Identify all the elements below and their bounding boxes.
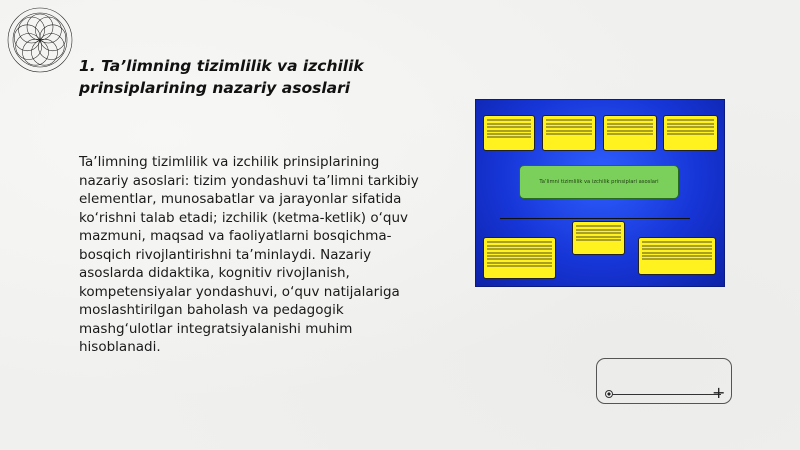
diagram-box-bottom-1 <box>483 237 556 279</box>
timeline-line <box>609 394 721 395</box>
timeline-start-dot <box>605 390 613 398</box>
diagram-box-top-2 <box>542 115 596 151</box>
diagram-center-box: Ta’limni tizimlilik va izchilik prinsiplari asoslari <box>519 165 679 199</box>
slide-title: 1. Ta’limning tizimlilik va izchilik prinsiplarining nazariy asoslari <box>79 57 364 97</box>
timeline-widget <box>596 358 732 404</box>
diagram-box-top-4 <box>663 115 718 151</box>
concept-diagram <box>475 99 725 287</box>
rosette-icon <box>4 4 76 76</box>
slide-body-text: Ta’limning tizimlilik va izchilik prinsiplarining nazariy asoslari: tizim yondashuvi ta’limni tarkibiy elementlar, munosabatlar va jarayonlar sifatida ko‘rishni talab etadi; izchilik (ketma-ketlik) o‘quv mazmuni, maqsad va faoliyatlarni bosqichma-bosqich rivojlantirishni ta’minlaydi. Nazariy asoslarda didaktika, kognitiv rivojlanish, kompetensiyalar yondashuvi, o‘quv natijalariga moslashtirilgan baholash va pedagogik mashg‘ulotlar integratsiyalanishi muhim hisoblanadi. <box>79 154 419 355</box>
diagram-box-bottom-3 <box>638 237 716 275</box>
diagram-connector-line <box>500 218 690 219</box>
diagram-box-top-3 <box>603 115 657 151</box>
diagram-box-bottom-2 <box>572 221 625 255</box>
diagram-box-top-1 <box>483 115 535 151</box>
plus-icon: + <box>712 383 726 402</box>
